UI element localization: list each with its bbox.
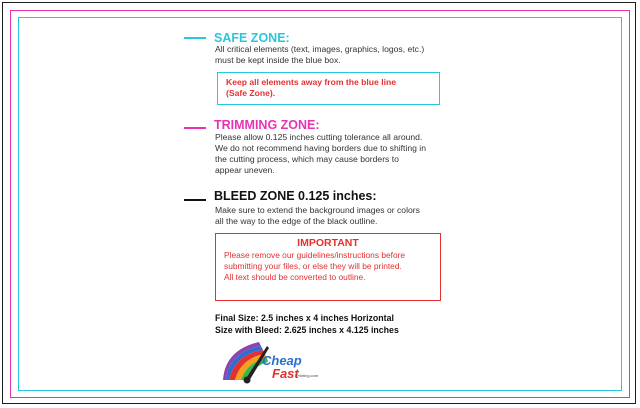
safe-zone-notice-line: Keep all elements away from the blue line [226, 77, 397, 87]
safe-zone-heading: SAFE ZONE: [214, 31, 290, 45]
logo-text-cheap: Cheap [262, 353, 302, 368]
size-info [215, 312, 399, 336]
trimming-zone-legend-line [184, 127, 206, 129]
trimming-zone-line: appear uneven. [215, 165, 275, 175]
trimming-zone-heading: TRIMMING ZONE: [214, 118, 320, 132]
important-notice-box [215, 233, 441, 301]
trimming-zone-line: Please allow 0.125 inches cutting tolerance all around. [215, 132, 423, 142]
final-size-text: Final Size: 2.5 inches x 4 inches Horizontal [215, 313, 394, 323]
logo-needle-hub [244, 377, 251, 384]
bleed-zone-legend-line [184, 199, 206, 201]
important-line: Please remove our guidelines/instructions before [224, 250, 406, 260]
trimming-zone-line: We do not recommend having borders due to shifting in [215, 143, 426, 153]
safe-zone-notice-box [217, 72, 440, 105]
safe-zone-description [215, 44, 424, 66]
bleed-zone-line: Make sure to extend the background images or colors [215, 205, 420, 215]
safe-zone-line: All critical elements (text, images, graphics, logos, etc.) [215, 44, 425, 54]
trimming-zone-description [215, 132, 426, 176]
bleed-zone-line: all the way to the edge of the black outline. [215, 216, 378, 226]
safe-zone-line: must be kept inside the blue box. [215, 55, 341, 65]
trimming-zone-line: the cutting process, which may cause borders to [215, 154, 399, 164]
important-title: IMPORTANT [297, 237, 359, 249]
logo-text-fast: Fast [272, 366, 299, 381]
bleed-zone-heading: BLEED ZONE 0.125 inches: [214, 189, 377, 203]
logo-text-tagline: Printing.com [296, 373, 319, 378]
safe-zone-notice-line: (Safe Zone). [226, 88, 276, 98]
bleed-size-text: Size with Bleed: 2.625 inches x 4.125 inches [215, 325, 399, 335]
bleed-zone-description [215, 205, 420, 227]
important-line: All text should be converted to outline. [224, 272, 366, 282]
important-line: submitting your files, or else they will be printed. [224, 261, 402, 271]
safe-zone-legend-line [184, 37, 206, 39]
